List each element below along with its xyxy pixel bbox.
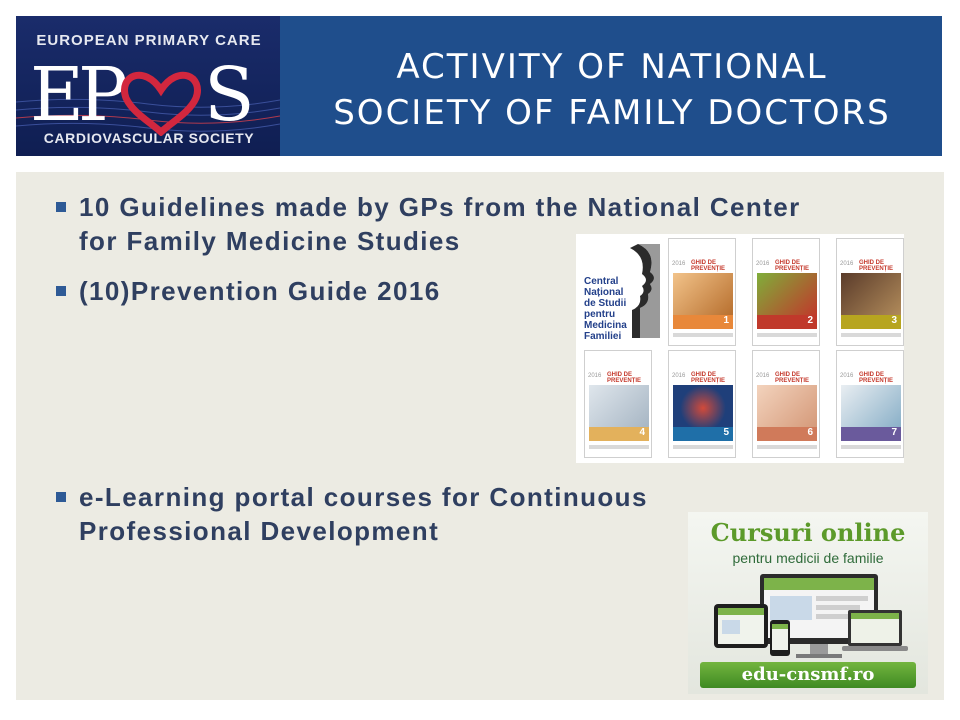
cover-number: 2 [807,315,813,326]
cover-title: GHID DE PREVENȚIE [775,372,810,384]
cover-year: 2016 [672,373,686,379]
guide-cover-5 [668,350,736,458]
cover-year: 2016 [840,261,854,267]
cover-photo [757,273,817,315]
bullet-square-icon [56,202,66,212]
brand-line: Național [584,287,624,298]
cover-footer [841,445,901,449]
cover-number: 5 [723,427,729,438]
slide-title-line2: SOCIETY OF FAMILY DOCTORS [333,93,891,133]
cover-year: 2016 [672,261,686,267]
cover-footer [673,445,733,449]
cover-number: 3 [891,315,897,326]
bullet-elearning [56,480,756,548]
cover-footer [841,333,901,337]
cover-title: GHID DE PREVENȚIE [859,260,894,272]
cover-title: GHID DE PREVENȚIE [775,260,810,272]
cnsmf-brand-text [584,276,636,342]
cover-footer [673,333,733,337]
content-area [16,172,944,700]
cover-year: 2016 [756,373,770,379]
devices-illustration [708,570,908,662]
cover-footer [589,445,649,449]
bullet-elearning-line1: e-Learning portal courses for Continuous [79,482,648,512]
brand-line: Central [584,276,619,287]
brand-line: Familiei [584,331,622,342]
cover-photo [673,273,733,315]
guide-cover-7 [836,350,904,458]
bullet-guidelines-line1: 10 Guidelines made by GPs from the National Center [79,192,801,222]
bullet-square-icon [56,492,66,502]
elearning-url[interactable]: edu-cnsmf.ro [700,662,916,688]
title-banner [16,16,942,156]
cover-number: 1 [723,315,729,326]
svg-text:S: S [204,52,255,136]
cover-title: GHID DE PREVENȚIE [691,260,726,272]
cover-title: GHID DE PREVENȚIE [859,372,894,384]
bullet-square-icon [56,286,66,296]
cover-number: 6 [807,427,813,438]
guide-cover-3 [836,238,904,346]
elearning-subtitle: pentru medicii de familie [732,550,884,566]
brand-line: Medicina [584,320,627,331]
phone-icon [770,620,790,656]
logo-bottom-text: CARDIOVASCULAR SOCIETY [43,130,255,146]
cover-title: GHID DE PREVENȚIE [691,372,726,384]
brand-line: de Studii [584,298,627,309]
cover-footer [757,445,817,449]
cnsmf-brand-panel [580,238,660,344]
prevention-guides-collage [576,234,904,463]
guide-cover-6 [752,350,820,458]
cover-photo [841,273,901,315]
svg-text:P: P [78,52,128,136]
brand-line: pentru [584,309,616,320]
logo-wordmark [26,50,276,136]
elearning-title: Cursuri online [710,518,906,547]
laptop-icon [842,610,908,651]
heart-icon [125,75,198,132]
cover-photo [841,385,901,427]
guide-cover-4 [584,350,652,458]
cover-footer [757,333,817,337]
bullet-prevention-guide [56,274,576,308]
bullet-prevention-guide-line1: (10)Prevention Guide 2016 [79,276,441,306]
epcs-logo [16,16,280,156]
slide-title [292,44,932,136]
cover-year: 2016 [840,373,854,379]
logo-top-text: EUROPEAN PRIMARY CARE [36,32,262,49]
bullet-elearning-line2: Professional Development [79,516,440,546]
cover-photo [673,385,733,427]
cover-photo [757,385,817,427]
cover-title: GHID DE PREVENȚIE [607,372,642,384]
cover-year: 2016 [756,261,770,267]
svg-text:E: E [30,52,85,136]
guide-cover-1 [668,238,736,346]
slide-title-line1: ACTIVITY OF NATIONAL [396,47,828,87]
cover-number: 4 [639,427,645,438]
cover-photo [589,385,649,427]
cover-year: 2016 [588,373,602,379]
bullet-guidelines-line2: for Family Medicine Studies [79,226,461,256]
elearning-banner [688,512,928,694]
guide-cover-2 [752,238,820,346]
cover-number: 7 [891,427,897,438]
tablet-icon [714,604,768,648]
